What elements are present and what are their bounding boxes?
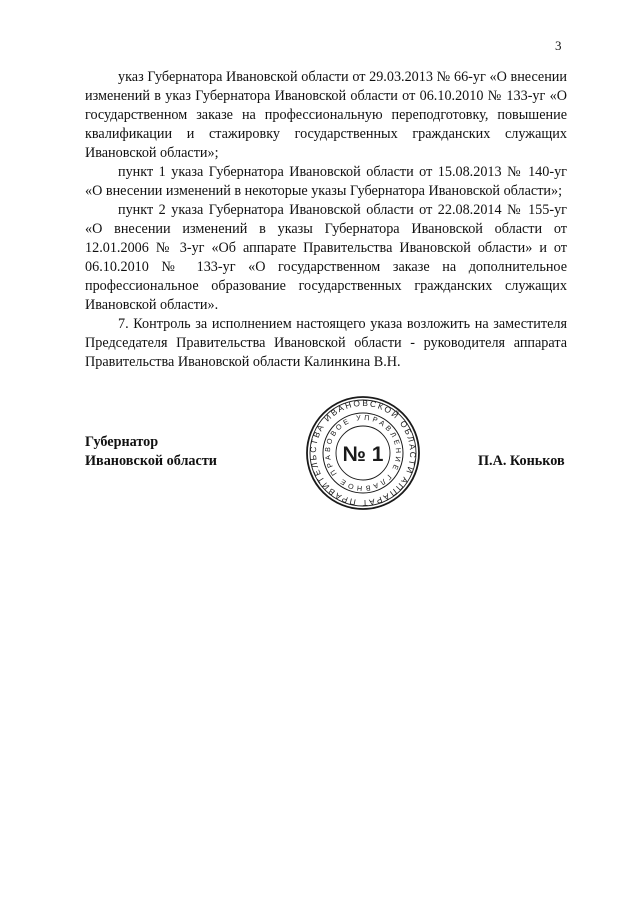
- signature-title-line2: Ивановской области: [85, 453, 217, 469]
- signature-name: П.А. Коньков: [478, 453, 565, 469]
- official-stamp: [305, 395, 421, 511]
- page-number: 3: [555, 38, 562, 53]
- paragraph-decree-140: пункт 1 указа Губернатора Ивановской области от 15.08.2013 № 140-уг «О внесении изменений в некоторые указы Губернатора Ивановской области»;: [85, 164, 567, 199]
- paragraph-decree-66: указ Губернатора Ивановской области от 29.03.2013 № 66-уг «О внесении изменений в указ Губернатора Ивановской области от 06.10.2010 № 133-уг «О государственном заказе на профессиональную переподготовку, повышение квалификации и стажировку государственных гражданских служащих Ивановской области»;: [85, 69, 567, 161]
- document-body: [85, 68, 567, 372]
- svg-text:АППАРАТ ПРАВИТЕЛЬСТВА ИВАНОВСК: АППАРАТ ПРАВИТЕЛЬСТВА ИВАНОВСКОЙ ОБЛАСТИ: [307, 397, 419, 509]
- paragraph-control-clause: 7. Контроль за исполнением настоящего указа возложить на заместителя Председателя Правительства Ивановской области - руководителя аппарата Правительства Ивановской области Калинкина В.Н.: [85, 316, 567, 370]
- paragraph-decree-155: пункт 2 указа Губернатора Ивановской области от 22.08.2014 № 155-уг «О внесении изменений в указы Губернатора Ивановской области от 12.01.2006 № 3-уг «Об аппарате Правительства Ивановской области» и от 06.10.2010 № 133-уг «О государственном заказе на дополнительное профессиональное образование государственных гражданских служащих Ивановской области».: [85, 202, 567, 313]
- stamp-number: № 1: [342, 443, 384, 466]
- signature-title: [85, 433, 217, 471]
- signature-title-line1: Губернатор: [85, 434, 159, 450]
- svg-text:ГЛАВНОЕ ПРАВОВОЕ УПРАВЛЕНИЕ: ГЛАВНОЕ ПРАВОВОЕ УПРАВЛЕНИЕ: [322, 412, 404, 494]
